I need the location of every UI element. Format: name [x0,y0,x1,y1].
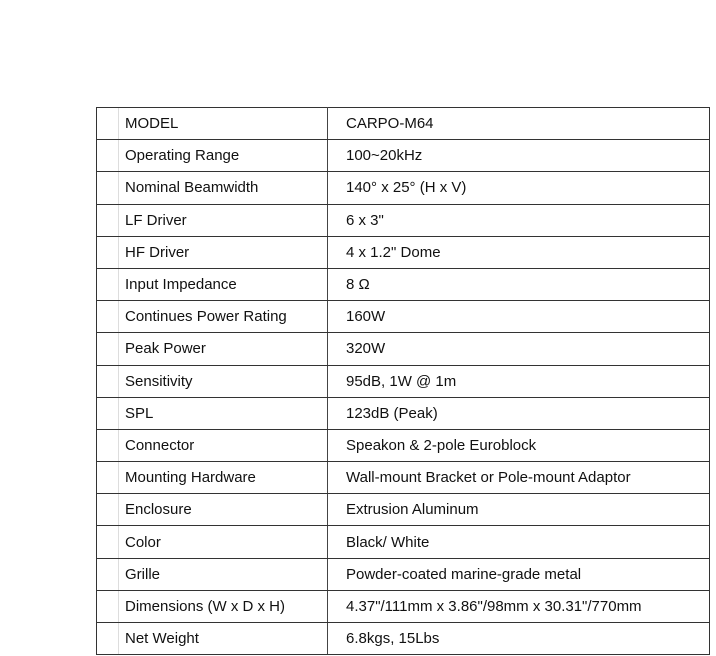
spec-label: Connector [97,429,328,461]
spec-value: 100~20kHz [328,140,710,172]
spec-label: Peak Power [97,333,328,365]
spec-row [97,494,710,526]
spec-value: CARPO-M64 [328,108,710,140]
spec-value: Speakon & 2-pole Euroblock [328,429,710,461]
spec-label: SPL [97,397,328,429]
spec-row [97,236,710,268]
spec-label: Enclosure [97,494,328,526]
spec-value: 123dB (Peak) [328,397,710,429]
spec-row [97,268,710,300]
spec-row [97,172,710,204]
spec-row [97,333,710,365]
spec-value: 8 Ω [328,268,710,300]
spec-row [97,526,710,558]
spec-label: Color [97,526,328,558]
spec-label: MODEL [97,108,328,140]
spec-value: 160W [328,301,710,333]
spec-label: Sensitivity [97,365,328,397]
spec-label: Grille [97,558,328,590]
spec-value: Black/ White [328,526,710,558]
spec-value: Wall-mount Bracket or Pole-mount Adaptor [328,462,710,494]
spec-value: 140° x 25° (H x V) [328,172,710,204]
spec-value: 6 x 3" [328,204,710,236]
spec-value: 320W [328,333,710,365]
spec-table [96,107,710,655]
spec-row [97,301,710,333]
spec-row [97,590,710,622]
spec-label: Mounting Hardware [97,462,328,494]
spec-row [97,397,710,429]
spec-label: Dimensions (W x D x H) [97,590,328,622]
spec-label: Nominal Beamwidth [97,172,328,204]
spec-label: LF Driver [97,204,328,236]
spec-value: 4 x 1.2" Dome [328,236,710,268]
spec-label: Operating Range [97,140,328,172]
spec-value: Extrusion Aluminum [328,494,710,526]
spec-row [97,623,710,655]
spec-label: Net Weight [97,623,328,655]
spec-value: 4.37"/111mm x 3.86"/98mm x 30.31"/770mm [328,590,710,622]
spec-row [97,108,710,140]
spec-label: Continues Power Rating [97,301,328,333]
spec-row [97,558,710,590]
spec-label: HF Driver [97,236,328,268]
spec-row [97,140,710,172]
spec-label: Input Impedance [97,268,328,300]
spec-row [97,204,710,236]
spec-value: Powder-coated marine-grade metal [328,558,710,590]
spec-row [97,462,710,494]
spec-value: 95dB, 1W @ 1m [328,365,710,397]
spec-row [97,429,710,461]
spec-row [97,365,710,397]
spec-value: 6.8kgs, 15Lbs [328,623,710,655]
